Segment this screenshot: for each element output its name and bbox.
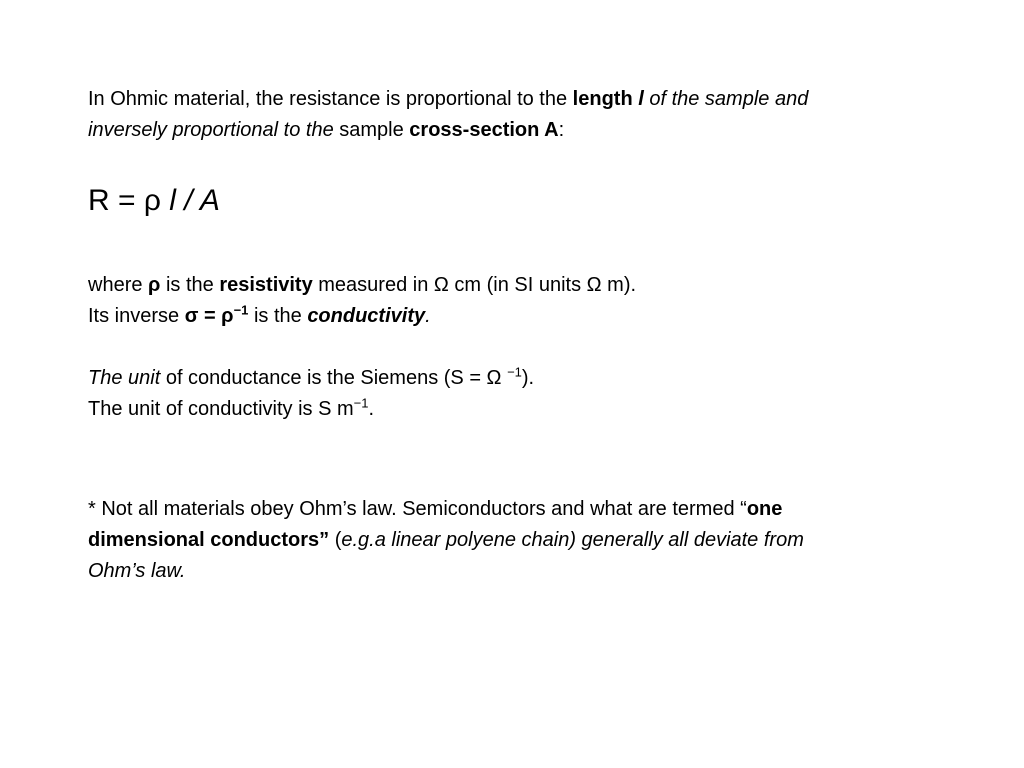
- where-text-2: is the: [160, 274, 220, 296]
- rho-symbol: ρ: [148, 274, 161, 296]
- inverse-text: Its inverse: [88, 305, 185, 327]
- conductivity-exponent: −1: [353, 395, 369, 411]
- note-text: * Not all materials obey Ohm’s law. Semiconductors and what are termed “: [88, 498, 747, 520]
- intro-colon: :: [558, 119, 565, 141]
- intro-paragraph: [88, 84, 948, 146]
- note-italic-text: e.g.a linear polyene chain) generally all deviate from: [341, 529, 804, 551]
- one-term: one: [746, 498, 783, 520]
- conductivity-term: conductivity: [307, 305, 426, 327]
- dimensional-conductors-term: dimensional conductors”: [88, 529, 330, 551]
- inverse-exponent: −1: [233, 302, 249, 318]
- cross-section-term: cross-section A: [409, 119, 559, 141]
- note-line-1: [88, 494, 948, 525]
- formula-lhs: R = ρ: [88, 184, 170, 217]
- note-line-3: [88, 556, 948, 587]
- sigma-expression: σ = ρ: [184, 305, 234, 327]
- conductance-close: ).: [521, 367, 535, 389]
- inverse-line: [88, 301, 948, 332]
- intro-text: In Ohmic material, the resistance is proportional to the: [88, 88, 573, 110]
- resistivity-paragraph: [88, 270, 948, 332]
- inverse-text-2: is the: [248, 305, 308, 327]
- where-line: [88, 270, 948, 301]
- resistance-formula: [88, 182, 220, 220]
- formula-rhs: l / A: [169, 184, 220, 217]
- length-symbol: l: [638, 88, 644, 110]
- intro-italic-text-2: inversely proportional to the: [88, 119, 334, 141]
- where-text-3: measured in Ω cm (in SI units Ω m).: [312, 274, 637, 296]
- conductance-unit-line: [88, 363, 948, 394]
- conductivity-unit-text: The unit of conductivity is S m: [88, 398, 354, 420]
- resistivity-term: resistivity: [219, 274, 313, 296]
- where-text: where: [88, 274, 149, 296]
- length-term: length: [572, 88, 639, 110]
- intro-italic-text: of the sample and: [643, 88, 809, 110]
- note-paren: (: [329, 529, 342, 551]
- inverse-period: .: [425, 305, 431, 327]
- intro-line-2: [88, 115, 948, 146]
- conductance-text: of conductance is the Siemens (S = Ω: [160, 367, 508, 389]
- intro-line-1: [88, 84, 948, 115]
- conductivity-unit-line: [88, 394, 948, 425]
- unit-italic: The unit: [88, 367, 161, 389]
- note-line-2: [88, 525, 948, 556]
- conductance-exponent: −1: [507, 364, 522, 380]
- note-paragraph: [88, 494, 948, 587]
- intro-text-2: sample: [333, 119, 410, 141]
- units-paragraph: [88, 363, 948, 425]
- conductivity-period: .: [368, 398, 375, 420]
- note-italic-end: Ohm’s law.: [88, 560, 186, 582]
